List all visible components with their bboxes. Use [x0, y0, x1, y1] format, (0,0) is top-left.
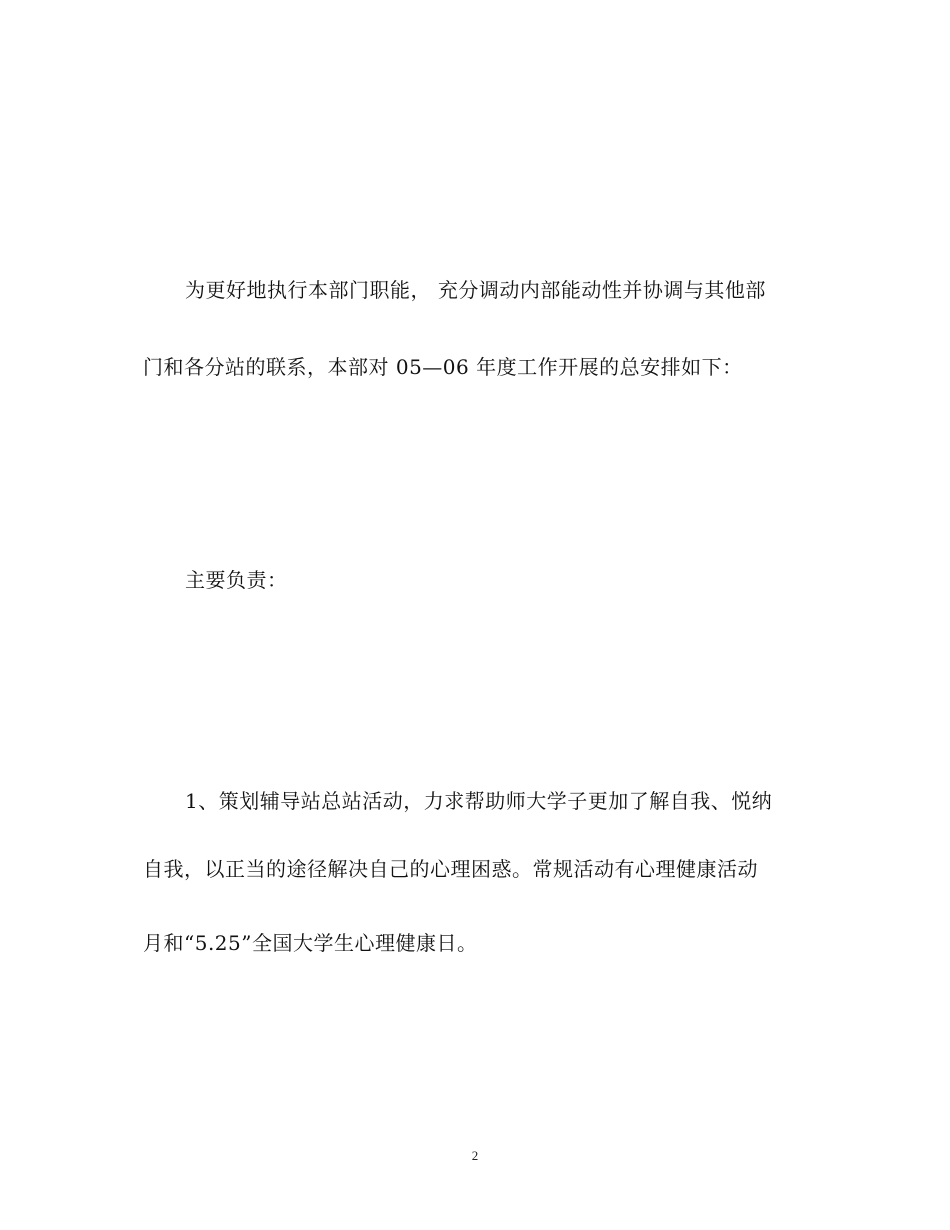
- paragraph-1-line-2: 门和各分站的联系，本部对 05—06 年度工作开展的总安排如下：: [143, 355, 743, 379]
- paragraph-2-line-1: 1、策划辅导站总站活动，力求帮助师大学子更加了解自我、悦纳: [185, 789, 773, 813]
- page-number: 2: [471, 1148, 479, 1163]
- section-heading: 主要负责：: [185, 568, 288, 592]
- paragraph-2-line-2: 自我，以正当的途径解决自己的心理困惑。常规活动有心理健康活动: [143, 857, 758, 881]
- paragraph-2-line-3: 月和“5.25”全国大学生心理健康日。: [143, 931, 478, 955]
- paragraph-1-line-1: 为更好地执行本部门职能， 充分调动内部能动性并协调与其他部: [185, 278, 766, 302]
